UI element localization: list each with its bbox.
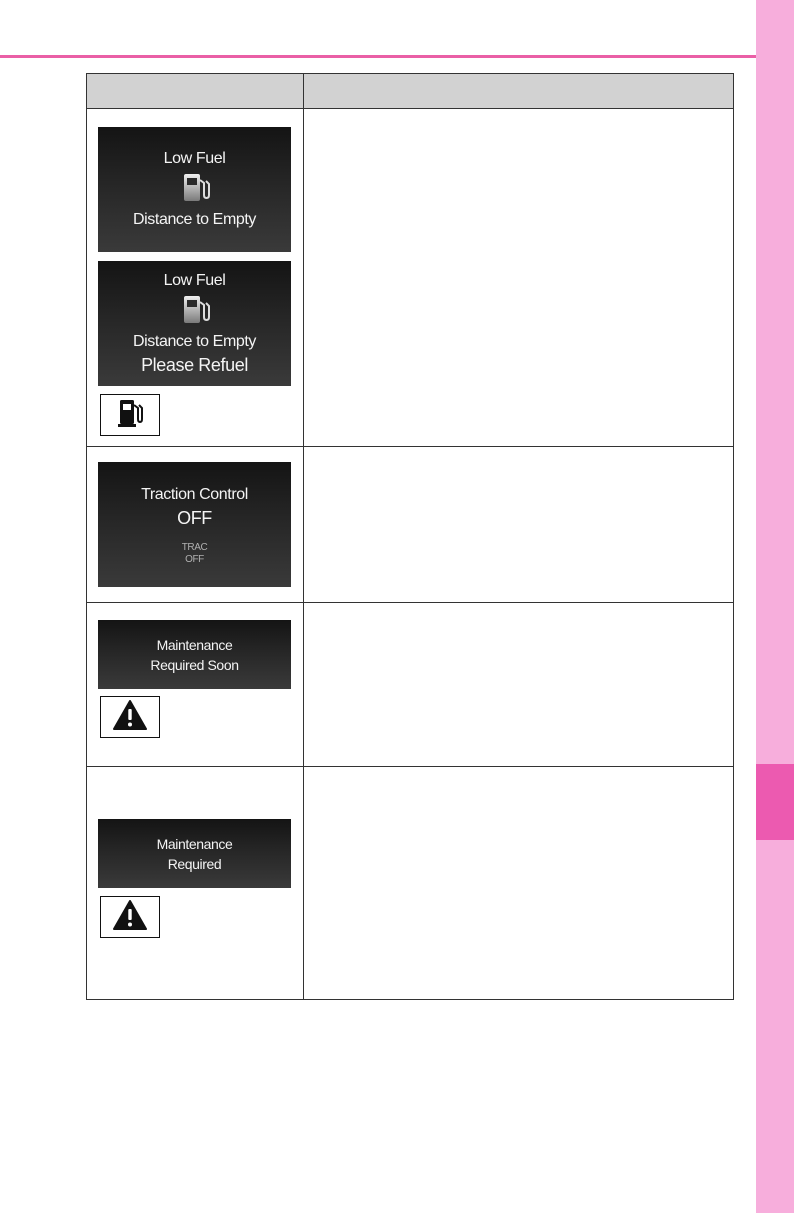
- message-table: [86, 73, 734, 1000]
- column-divider: [303, 74, 304, 999]
- chapter-side-tab: [756, 0, 794, 1213]
- table-header-row: [87, 74, 733, 109]
- display-line: Distance to Empty: [132, 211, 257, 228]
- display-line: Maintenance: [156, 835, 233, 852]
- row-separator: [87, 446, 733, 447]
- display-line: Please Refuel: [141, 355, 248, 375]
- display-line: Required Soon: [150, 656, 239, 673]
- row-separator: [87, 766, 733, 767]
- warning-triangle-icon: [112, 899, 148, 936]
- display-subline: OFF: [185, 553, 204, 565]
- warning-indicator-box: [100, 896, 160, 938]
- display-line: OFF: [177, 507, 212, 528]
- low-fuel-display: [98, 127, 291, 252]
- display-line: Low Fuel: [163, 150, 226, 167]
- display-line: Required: [167, 855, 222, 872]
- display-subline: TRAC: [181, 541, 208, 553]
- warning-triangle-icon: [112, 699, 148, 736]
- traction-control-display: [98, 462, 291, 587]
- display-line: Low Fuel: [163, 272, 226, 289]
- fuel-pump-icon: [115, 396, 145, 435]
- low-fuel-refuel-display: [98, 261, 291, 386]
- chapter-side-marker: [756, 764, 794, 840]
- maintenance-required-display: [98, 819, 291, 888]
- maintenance-soon-display: [98, 620, 291, 689]
- fuel-pump-icon: [178, 170, 212, 209]
- row-separator: [87, 602, 733, 603]
- display-line: Maintenance: [156, 636, 233, 653]
- fuel-indicator-box: [100, 394, 160, 436]
- fuel-pump-icon: [178, 292, 212, 331]
- warning-indicator-box: [100, 696, 160, 738]
- display-line: Traction Control: [141, 485, 248, 503]
- header-rule: [0, 55, 756, 58]
- display-line: Distance to Empty: [132, 333, 257, 350]
